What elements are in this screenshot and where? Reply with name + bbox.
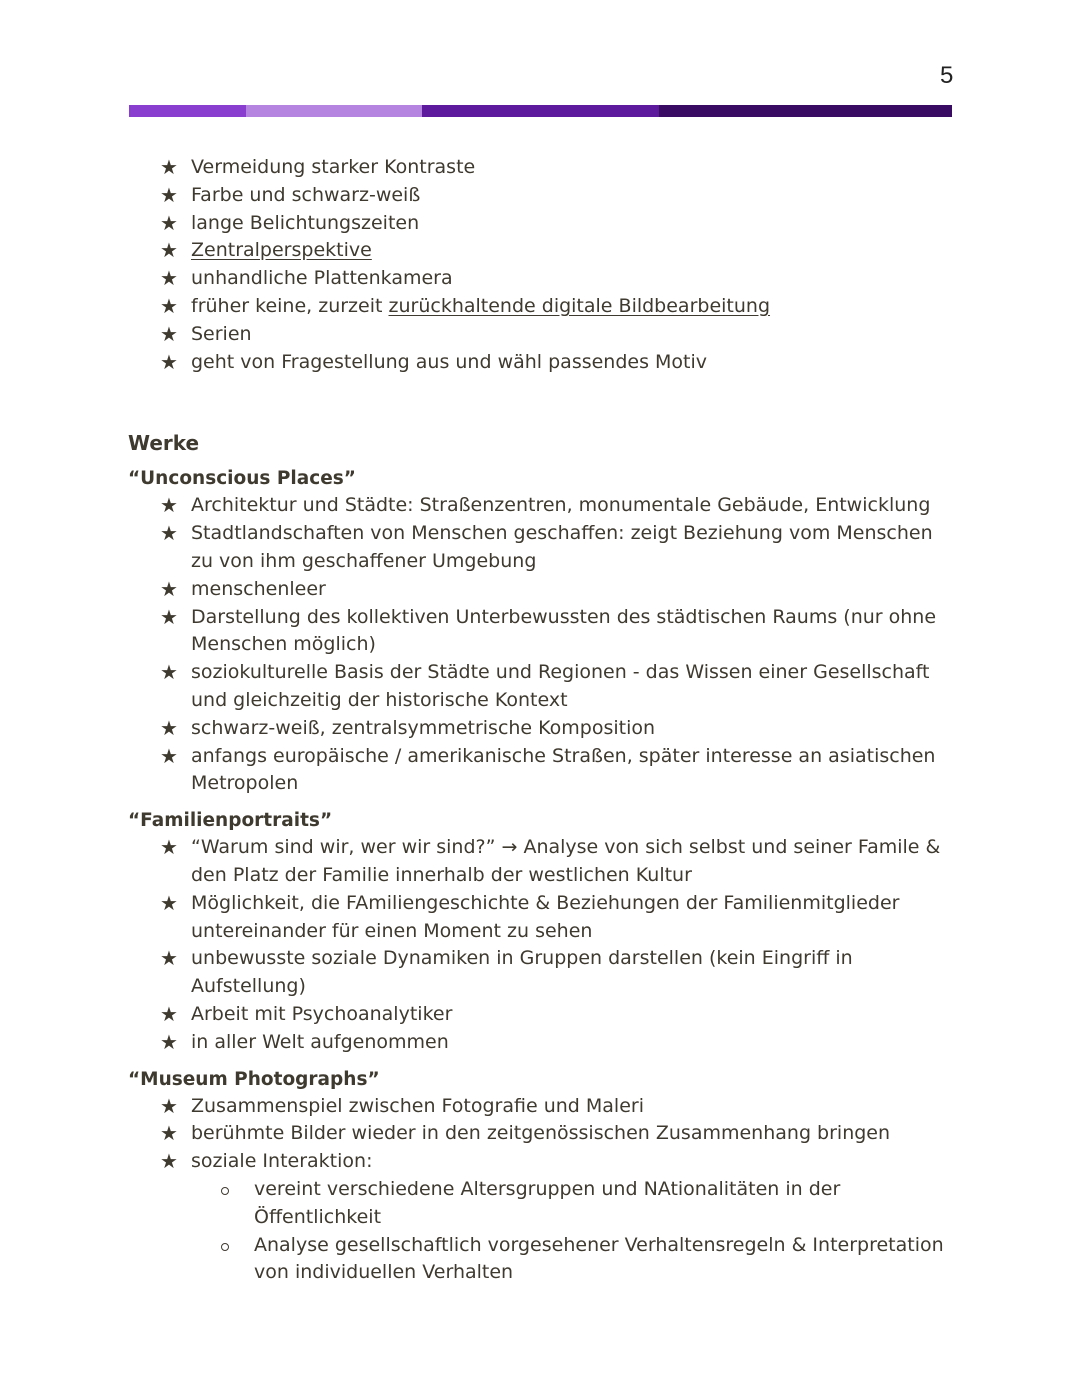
intro-bullet-item [128, 210, 958, 238]
intro-bullet-item [128, 237, 958, 265]
star-bullet-icon: ★ [160, 521, 178, 546]
bullet-text: menschenleer [191, 577, 326, 600]
intro-bullet-item [128, 265, 958, 293]
work-bullet-item [128, 659, 958, 715]
work-bullet-item [128, 1148, 958, 1176]
star-bullet-icon: ★ [160, 1029, 178, 1054]
bullet-text: Darstellung des kollektiven Unterbewussten des städtischen Raums (nur ohne Menschen möglich) [191, 605, 937, 656]
intro-bullet-item [128, 154, 958, 182]
bullet-text: Serien [191, 322, 252, 345]
star-bullet-icon: ★ [160, 293, 178, 318]
star-bullet-icon: ★ [160, 743, 178, 768]
document-body [128, 154, 958, 1287]
star-bullet-icon: ★ [160, 604, 178, 629]
star-bullet-icon: ★ [160, 349, 178, 374]
star-bullet-icon: ★ [160, 576, 178, 601]
work-bullet-item [128, 576, 958, 604]
intro-bullet-item [128, 321, 958, 349]
work-bullet-list [128, 492, 958, 798]
work-bullet-item [128, 1093, 958, 1121]
bullet-text: schwarz-weiß, zentralsymmetrische Komposition [191, 716, 656, 739]
work-bullet-item [128, 492, 958, 520]
circle-bullet-icon [221, 1243, 229, 1251]
section-heading-werke: Werke [128, 431, 200, 456]
star-bullet-icon: ★ [160, 946, 178, 971]
bullet-text: früher keine, zurzeit [191, 294, 389, 317]
bullet-text: geht von Fragestellung aus und wähl passendes Motiv [191, 350, 708, 373]
color-bar-segment [422, 105, 659, 117]
bullet-text: “Warum sind wir, wer wir sind?” → Analyse von sich selbst und seiner Famile & den Platz der Familie innerhalb der westlichen Kultur [191, 836, 941, 886]
color-bar-segment [659, 105, 952, 117]
intro-bullet-item [128, 293, 958, 321]
work-bullet-item [128, 715, 958, 743]
star-bullet-icon: ★ [160, 182, 178, 207]
star-bullet-icon: ★ [160, 715, 178, 740]
sub-list-wrapper [128, 1176, 958, 1287]
bullet-text: Architektur und Städte: Straßenzentren, monumentale Gebäude, Entwicklung [191, 494, 931, 517]
circle-bullet-icon [221, 1187, 229, 1195]
sub-bullet-item [191, 1232, 958, 1288]
bullet-text: Vermeidung starker Kontraste [191, 156, 476, 178]
work-title: “Unconscious Places” [128, 468, 356, 490]
star-bullet-icon: ★ [160, 1121, 178, 1146]
underlined-text: Zentralperspektive [191, 239, 372, 262]
star-bullet-icon: ★ [160, 890, 178, 915]
bullet-text: Stadtlandschaften von Menschen geschaffen: zeigt Beziehung vom Menschen zu von ihm geschaffener Umgebung [191, 522, 933, 572]
color-bar-segment [246, 105, 422, 117]
work-bullet-item [128, 945, 958, 1001]
sub-bullet-list [128, 1176, 958, 1287]
star-bullet-icon: ★ [160, 238, 178, 263]
work-bullet-item [128, 520, 958, 576]
header-color-bar [129, 105, 952, 117]
bullet-text: berühmte Bilder wieder in den zeitgenössischen Zusammenhang bringen [191, 1122, 891, 1145]
bullet-text: Farbe und schwarz-weiß [191, 183, 421, 206]
sub-bullet-item [191, 1176, 958, 1232]
work-bullet-list [128, 1093, 958, 1288]
work-title: “Museum Photographs” [128, 1068, 380, 1090]
bullet-text: unbewusste soziale Dynamiken in Gruppen darstellen (kein Eingriff in Aufstellung) [191, 947, 853, 998]
intro-bullet-list [128, 154, 958, 376]
work-bullet-item [128, 743, 958, 799]
work-bullet-item [128, 1120, 958, 1148]
sub-bullet-text: vereint verschiedene Altersgruppen und NAtionalitäten in der Öffentlichkeit [254, 1177, 841, 1228]
star-bullet-icon: ★ [160, 155, 178, 179]
work-bullet-item [128, 1029, 958, 1057]
star-bullet-icon: ★ [160, 266, 178, 291]
bullet-text: Zusammenspiel zwischen Fotografie und Maleri [191, 1094, 644, 1117]
star-bullet-icon: ★ [160, 660, 178, 685]
star-bullet-icon: ★ [160, 493, 178, 518]
work-bullet-item [128, 604, 958, 660]
bullet-text: in aller Welt aufgenommen [191, 1030, 449, 1053]
underlined-text: zurückhaltende digitale Bildbearbeitung [388, 294, 771, 317]
star-bullet-icon: ★ [160, 1149, 178, 1174]
sub-bullet-text: Analyse gesellschaftlich vorgesehener Verhaltensregeln & Interpretation von individuellen Verhalten [254, 1233, 944, 1284]
work-title: “Familienportraits” [128, 810, 333, 832]
bullet-text: soziokulturelle Basis der Städte und Regionen - das Wissen einer Gesellschaft und gleichzeitig der historische Kontext [191, 661, 930, 711]
star-bullet-icon: ★ [160, 210, 178, 235]
star-bullet-icon: ★ [160, 321, 178, 346]
bullet-text: soziale Interaktion: [191, 1150, 373, 1173]
bullet-text: lange Belichtungszeiten [191, 211, 420, 234]
works-list [128, 466, 958, 1287]
bullet-text: anfangs europäische / amerikanische Straßen, später interesse an asiatischen Metropolen [191, 744, 936, 795]
work-bullet-item [128, 834, 958, 890]
color-bar-segment [129, 105, 246, 117]
bullet-text: Arbeit mit Psychoanalytiker [191, 1002, 453, 1025]
work-bullet-item [128, 890, 958, 946]
work-bullet-list [128, 834, 958, 1056]
intro-bullet-item [128, 349, 958, 377]
page-number: 5 [940, 62, 954, 89]
bullet-text: Möglichkeit, die FAmiliengeschichte & Beziehungen der Familienmitglieder untereinander für einen Moment zu sehen [191, 891, 900, 942]
work-bullet-item [128, 1001, 958, 1029]
star-bullet-icon: ★ [160, 1093, 178, 1118]
star-bullet-icon: ★ [160, 1001, 178, 1026]
intro-bullet-item [128, 182, 958, 210]
star-bullet-icon: ★ [160, 835, 178, 860]
bullet-text: unhandliche Plattenkamera [191, 267, 453, 290]
